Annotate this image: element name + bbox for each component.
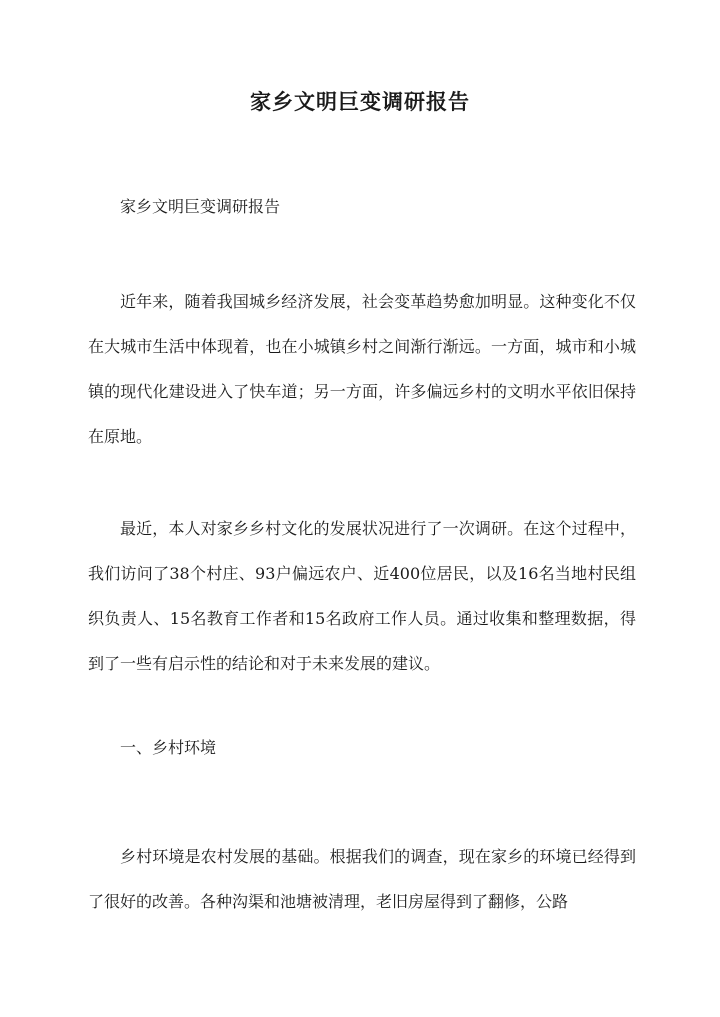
paragraph-rural-environment: 乡村环境是农村发展的基础。根据我们的调查，现在家乡的环境已经得到了很好的改善。各种沟渠和池塘被清理，老旧房屋得到了翻修，公路	[88, 847, 636, 911]
document-title: 家乡文明巨变调研报告	[250, 89, 470, 114]
document-subtitle: 家乡文明巨变调研报告	[120, 197, 281, 216]
section-heading-rural-environment: 一、乡村环境	[120, 738, 217, 757]
paragraph-survey: 最近，本人对家乡乡村文化的发展状况进行了一次调研。在这个过程中，我们访问了38个村庄、93户偏远农户、近400位居民，以及16名当地村民组织负责人、15名教育工作者和15名政府工作人员。通过收集和整理数据，得到了一些有启示性的结论和对于未来发展的建议。	[88, 519, 636, 673]
paragraph-intro: 近年来，随着我国城乡经济发展，社会变革趋势愈加明显。这种变化不仅在大城市生活中体现着，也在小城镇乡村之间渐行渐远。一方面，城市和小城镇的现代化建设进入了快车道；另一方面，许多偏远乡村的文明水平依旧保持在原地。	[88, 292, 636, 446]
